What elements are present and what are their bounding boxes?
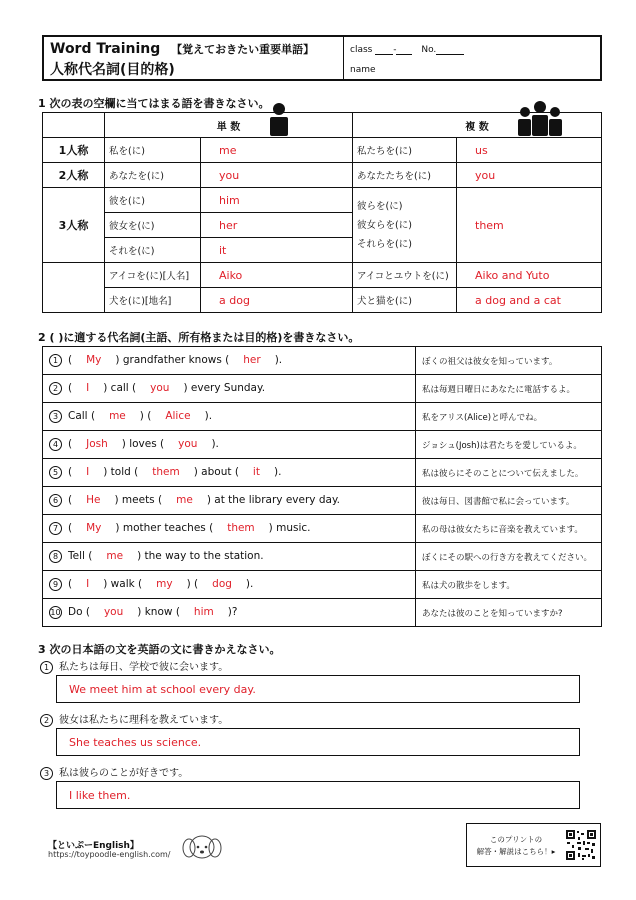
sentence-jp: 私は犬の散歩をします。 xyxy=(416,571,602,599)
item-number: 10 xyxy=(50,608,61,617)
plural-jp: それらを(に) xyxy=(357,238,412,250)
fill-in-sentence xyxy=(43,347,416,375)
table-row xyxy=(43,263,602,288)
plural-jp: アイコとユウトを(に) xyxy=(353,263,457,288)
plural-jp: あなたたちを(に) xyxy=(353,163,457,188)
sentence-text: ) xyxy=(139,410,144,422)
fill-in-row xyxy=(43,347,602,375)
singular-jp: 私を(に) xyxy=(105,138,201,163)
question-jp: 私は彼らのことが好きです。 xyxy=(59,768,189,779)
open-paren: ( xyxy=(68,354,73,366)
sentence-text: ) xyxy=(103,382,108,394)
qr-text-line-2: 解答・解説はこちら！▸ xyxy=(476,847,556,856)
sentence-text: )? xyxy=(227,606,238,618)
answer-blank[interactable]: dog xyxy=(212,578,232,590)
translation-question xyxy=(40,711,228,727)
singular-answer[interactable]: it xyxy=(201,238,353,263)
answer-blank[interactable]: Josh xyxy=(86,438,108,450)
no-label: No. xyxy=(421,45,437,55)
answer-blank[interactable]: I xyxy=(86,466,90,478)
sentence-text: Tell xyxy=(68,550,89,562)
sentence-text: told xyxy=(107,466,135,478)
qr-code-icon[interactable] xyxy=(565,829,597,861)
answer-blank[interactable]: him xyxy=(193,606,214,618)
header-subtitle: 人称代名詞(目的格) xyxy=(50,62,175,78)
answer-blank[interactable]: her xyxy=(243,354,261,366)
sentence-text: ) xyxy=(121,438,126,450)
sentence-text: ) xyxy=(137,550,142,562)
open-paren: ( xyxy=(90,410,96,422)
fill-in-row xyxy=(43,543,602,571)
sentence-text: ). xyxy=(245,578,254,590)
plural-answer[interactable]: you xyxy=(457,163,602,188)
singular-jp: アイコを(に)[人名] xyxy=(105,263,201,288)
header-title-block xyxy=(44,37,344,79)
item-number: 5 xyxy=(49,466,62,479)
answer-blank[interactable]: My xyxy=(86,522,102,534)
person-blank xyxy=(43,263,105,313)
singular-answer[interactable]: you xyxy=(201,163,353,188)
fill-in-sentence xyxy=(43,515,416,543)
open-paren: ( xyxy=(68,578,73,590)
answer-blank[interactable]: it xyxy=(252,466,260,478)
open-paren: ( xyxy=(68,494,73,506)
fill-in-sentence xyxy=(43,543,416,571)
singular-jp: あなたを(に) xyxy=(105,163,201,188)
translation-question xyxy=(40,658,228,674)
item-number: 7 xyxy=(49,522,62,535)
sentence-text: grandfather knows xyxy=(119,354,226,366)
sentence-jp: ぼくにその駅への行き方を教えてください。 xyxy=(416,543,602,571)
item-number: 6 xyxy=(49,494,62,507)
person-label: 1人称 xyxy=(43,138,105,163)
sentence-text: ) xyxy=(268,522,273,534)
name-label: name xyxy=(350,65,376,75)
fill-in-sentence xyxy=(43,375,416,403)
class-blank[interactable] xyxy=(375,45,393,55)
sentence-text: ) xyxy=(115,354,120,366)
section3-heading: 3 次の日本語の文を英語の文に書きかえなさい。 xyxy=(38,643,281,656)
open-paren: ( xyxy=(68,522,73,534)
open-paren: ( xyxy=(225,354,230,366)
sentence-text: mother teaches xyxy=(119,522,210,534)
fill-in-row xyxy=(43,459,602,487)
corner-cell xyxy=(43,113,105,138)
sentence-text: call xyxy=(107,382,133,394)
fill-in-body xyxy=(43,347,602,627)
question-jp: 私たちは毎日、学校で彼に会います。 xyxy=(59,662,229,673)
section2-heading: 2 ( )に適する代名詞(主語、所有格または目的格)を書きなさい。 xyxy=(38,331,360,344)
item-number: 9 xyxy=(49,578,62,591)
item-number: 4 xyxy=(49,438,62,451)
open-paren: ( xyxy=(138,578,143,590)
answer-blank[interactable]: my xyxy=(156,578,173,590)
answer-blank[interactable]: I xyxy=(86,382,90,394)
answer-box[interactable]: I like them. xyxy=(56,781,580,809)
sentence-text: at the library every day. xyxy=(210,494,340,506)
plural-jp: 犬と猫を(に) xyxy=(353,288,457,313)
fill-in-table xyxy=(42,346,602,627)
class-blank-2[interactable] xyxy=(396,45,412,55)
open-paren: ( xyxy=(68,438,73,450)
open-paren: ( xyxy=(85,606,90,618)
open-paren: ( xyxy=(160,438,165,450)
table-row xyxy=(43,163,602,188)
sentence-jp: 私をアリス(Alice)と呼んでね。 xyxy=(416,403,602,431)
fill-in-sentence xyxy=(43,403,416,431)
question-number: 1 xyxy=(40,661,53,674)
sentence-text: know xyxy=(141,606,176,618)
sentence-jp: あなたは彼のことを知っていますか? xyxy=(416,599,602,627)
sentence-text: ) xyxy=(206,494,211,506)
table-row xyxy=(43,138,602,163)
question-jp: 彼女は私たちに理科を教えています。 xyxy=(59,715,229,726)
singular-answer[interactable]: me xyxy=(201,138,353,163)
sentence-text: every Sunday. xyxy=(187,382,266,394)
answer-box[interactable]: She teaches us science. xyxy=(56,728,580,756)
fill-in-sentence xyxy=(43,571,416,599)
open-paren: ( xyxy=(194,578,199,590)
open-paren: ( xyxy=(88,550,93,562)
answer-blank[interactable]: you xyxy=(178,438,198,450)
sentence-text: about xyxy=(197,466,235,478)
table-row xyxy=(43,188,602,213)
sentence-jp: 私は毎週日曜日にあなたに電話するよ。 xyxy=(416,375,602,403)
sentence-text: walk xyxy=(107,578,139,590)
singular-answer[interactable]: a dog xyxy=(201,288,353,313)
fill-in-row xyxy=(43,431,602,459)
qr-box[interactable] xyxy=(466,823,601,867)
sentence-text: ). xyxy=(273,466,282,478)
sentence-text: ) xyxy=(115,522,120,534)
fill-in-row xyxy=(43,599,602,627)
sentence-text: ) xyxy=(103,578,108,590)
plural-jp: 彼女らを(に) xyxy=(357,219,412,231)
plural-header: 複 数 xyxy=(353,113,602,138)
sentence-jp: 私は彼らにそのことについて伝えました。 xyxy=(416,459,602,487)
sentence-jp: ジョシュ(Josh)は君たちを愛しているよ。 xyxy=(416,431,602,459)
fill-in-row xyxy=(43,571,602,599)
sentence-text: Call xyxy=(68,410,91,422)
item-number: 1 xyxy=(49,354,62,367)
answer-blank[interactable]: them xyxy=(152,466,180,478)
open-paren: ( xyxy=(132,382,137,394)
answer-blank[interactable]: you xyxy=(103,606,124,618)
singular-jp: 彼女を(に) xyxy=(105,213,201,238)
no-blank[interactable] xyxy=(436,45,464,55)
worksheet-header xyxy=(42,35,602,81)
answer-blank[interactable]: you xyxy=(150,382,170,394)
sentence-text: ). xyxy=(274,354,283,366)
brand-url[interactable]: https://toypoodle-english.com/ xyxy=(48,850,171,859)
plural-answer[interactable]: them xyxy=(457,188,602,263)
pronoun-table xyxy=(42,112,602,313)
singular-jp: 犬を(に)[地名] xyxy=(105,288,201,313)
header-title xyxy=(50,39,337,60)
singular-jp: それを(に) xyxy=(105,238,201,263)
sentence-text: music. xyxy=(272,522,311,534)
sentence-text: ) xyxy=(183,382,188,394)
sentence-text: ) xyxy=(137,606,142,618)
answer-blank[interactable]: me xyxy=(106,550,124,562)
plural-answer[interactable]: a dog and a cat xyxy=(457,288,602,313)
singular-jp: 彼を(に) xyxy=(105,188,201,213)
poodle-icon xyxy=(180,828,224,864)
fill-in-sentence xyxy=(43,431,416,459)
sentence-text: ) xyxy=(186,578,191,590)
brand-logo: 【といぷーEnglish】 xyxy=(48,841,139,851)
qr-text xyxy=(473,834,559,858)
open-paren: ( xyxy=(134,466,139,478)
sentence-text: loves xyxy=(125,438,161,450)
open-paren: ( xyxy=(234,466,239,478)
class-label: class xyxy=(350,45,373,55)
answer-blank[interactable]: me xyxy=(109,410,126,422)
open-paren: ( xyxy=(175,606,180,618)
sentence-jp: 私の母は彼女たちに音楽を教えています。 xyxy=(416,515,602,543)
item-number: 2 xyxy=(49,382,62,395)
sentence-text: ). xyxy=(204,410,213,422)
sentence-text: meets xyxy=(118,494,158,506)
answer-box[interactable]: We meet him at school every day. xyxy=(56,675,580,703)
fill-in-sentence xyxy=(43,599,416,627)
answer-blank[interactable]: me xyxy=(176,494,193,506)
item-number: 8 xyxy=(49,550,62,563)
plural-jp: 私たちを(に) xyxy=(353,138,457,163)
title-en: Word Training xyxy=(50,41,161,57)
open-paren: ( xyxy=(209,522,214,534)
fill-in-row xyxy=(43,403,602,431)
plural-jp: 彼らを(に) xyxy=(357,200,403,212)
fill-in-sentence xyxy=(43,459,416,487)
question-number: 2 xyxy=(40,714,53,727)
singular-answer[interactable]: Aiko xyxy=(201,263,353,288)
title-jp: 【覚えておきたい重要単語】 xyxy=(171,43,315,56)
answer-blank[interactable]: I xyxy=(86,578,90,590)
fill-in-row xyxy=(43,487,602,515)
sentence-text: ) xyxy=(103,466,108,478)
qr-text-line-1: このプリントの xyxy=(489,835,543,844)
person-label: 2人称 xyxy=(43,163,105,188)
singular-header: 単 数 xyxy=(105,113,353,138)
answer-blank[interactable]: He xyxy=(86,494,101,506)
translation-question xyxy=(40,764,188,780)
singular-answer[interactable]: him xyxy=(201,188,353,213)
answer-blank[interactable]: them xyxy=(227,522,255,534)
sentence-text: ). xyxy=(211,438,219,450)
class-dash: - xyxy=(393,45,397,55)
plural-jp-group xyxy=(353,188,457,263)
plural-answer[interactable]: Aiko and Yuto xyxy=(457,263,602,288)
sentence-text: ) xyxy=(114,494,119,506)
open-paren: ( xyxy=(68,382,73,394)
fill-in-sentence xyxy=(43,487,416,515)
plural-answer[interactable]: us xyxy=(457,138,602,163)
table-row xyxy=(43,288,602,313)
section1-heading: 1 次の表の空欄に当てはまる語を書きなさい。 xyxy=(38,97,270,110)
student-info-block xyxy=(344,37,600,79)
item-number: 3 xyxy=(49,410,62,423)
open-paren: ( xyxy=(158,494,163,506)
answer-blank[interactable]: My xyxy=(86,354,102,366)
sentence-jp: ぼくの祖父は彼女を知っています。 xyxy=(416,347,602,375)
question-number: 3 xyxy=(40,767,53,780)
person-label: 3人称 xyxy=(43,188,105,263)
fill-in-row xyxy=(43,375,602,403)
table-header-row xyxy=(43,113,602,138)
singular-answer[interactable]: her xyxy=(201,213,353,238)
fill-in-row xyxy=(43,515,602,543)
sentence-text: ) xyxy=(193,466,198,478)
answer-blank[interactable]: Alice xyxy=(165,410,191,422)
open-paren: ( xyxy=(147,410,152,422)
sentence-jp: 彼は毎日、図書館で私に会っています。 xyxy=(416,487,602,515)
sentence-text: the way to the station. xyxy=(141,550,264,562)
sentence-text: Do xyxy=(68,606,86,618)
open-paren: ( xyxy=(68,466,73,478)
